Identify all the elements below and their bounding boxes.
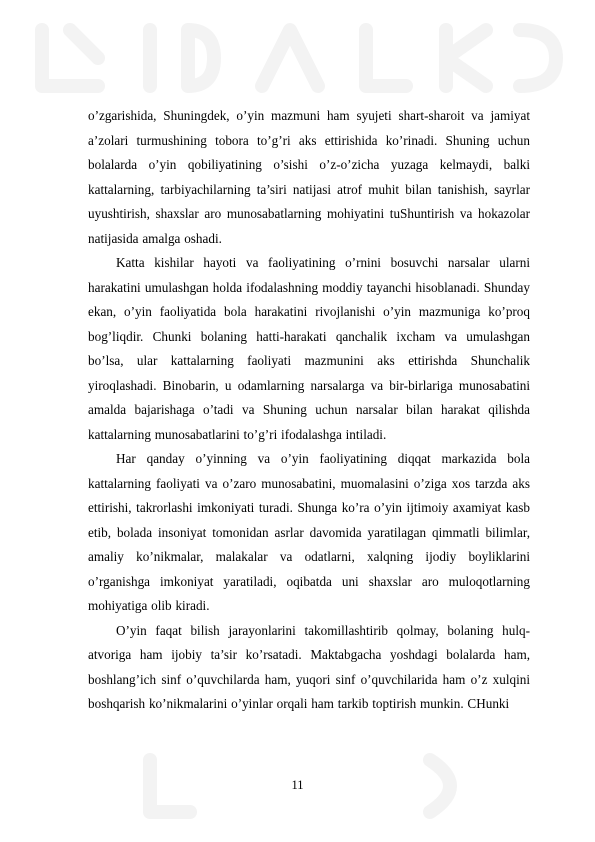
paragraph: Har qanday o’yinning va o’yin faoliyatining diqqat markazida bola kattalarning faoliyati va o’zaro munosabatini, muomalasini o’ziga xos tarzda aks ettirishi, takrorlashi imkoniyati turadi. Shunga ko’ra o’yin ijtimoiy axamiyat kasb etib, bolada insoniyat tomonidan asrlar davomida yaratilagan qimmatli bilimlar, amaliy ko’nikmalar, malakalar va odatlarni, xalqning ijodiy boyliklarini o’rganishga imkoniyat yaratiladi, oqibatda uni shaxslar aro muloqotlarning mohiyatiga olib kiradi.	[88, 451, 530, 613]
paragraph: Katta kishilar hayoti va faoliyatining o’rnini bosuvchi narsalar ularni harakatini umulashgan holda ifodalashning moddiy tayanchi hisoblanadi. Shunday ekan, o’yin faoliyatida bola harakatini rivojlanishi o’yin mazmuniga ko’proq bog’liqdir. Chunki bolaning hatti-harakati qanchalik ixcham va umulashgan bo’lsa, ular kattalarning faoliyati mazmunini aks ettirishda Shunchalik yiroqlashadi. Binobarin, u odamlarning narsalarga va bir-birlariga munosabatini amalda bajarishaga o’tadi va Shuning uchun narsalar bilan harakat qilishda kattalarning munosabatlarini to’g’ri ifodalashga intiladi.	[88, 255, 530, 442]
paragraph: O’yin faqat bilish jarayonlarini takomillashtirib qolmay, bolaning hulq-atvoriga ham ijobiy ta’sir ko’rsatadi. Maktabgacha yoshdagi bolalarda ham, boshlang’ich sinf o’quvchilarda ham, yuqori sinf o’quvchilarida ham o’z xulqini boshqarish ko’nikmalarini o’yinlar orqali ham tarkib toptirish munkin. CHunki	[88, 622, 530, 711]
document-body	[88, 104, 530, 717]
paragraph: o’zgarishida, Shuningdek, o’yin mazmuni ham syujeti shart-sharoit va jamiyat a’zolari turmushining tobora to’g’ri aks ettirishida ko’rinadi. Shuning uchun bolalarda o’yin qobiliyatining o’sishi o’z-o’zicha yuzaga kelmaydi, balki kattalarning, tarbiyachilarning ta’siri natijasi atrof muhit bilan tanishish, sayrlar uyushtirish, shaxslar aro munosabatlarning mohiyatini tuShuntirish va hokazolar natijasida amalga oshadi.	[88, 108, 530, 246]
page-number: 11	[291, 778, 304, 792]
